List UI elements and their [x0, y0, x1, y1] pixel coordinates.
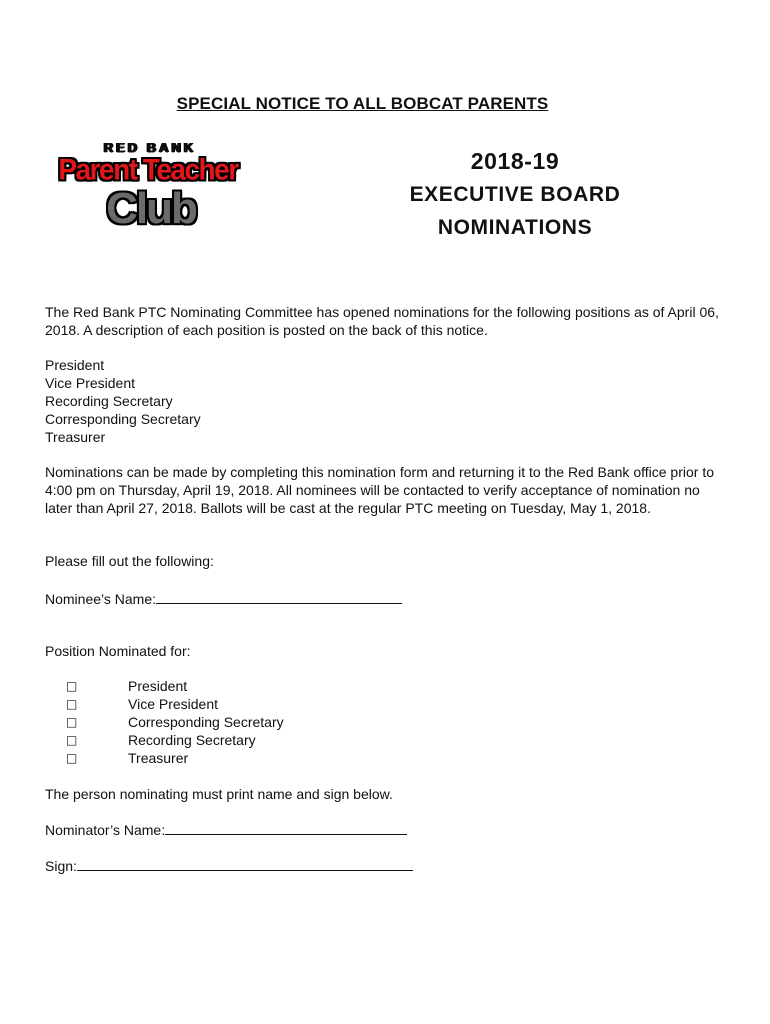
- checkbox-label: Treasurer: [128, 750, 189, 766]
- nominee-row: [45, 589, 402, 608]
- checkbox-label: Corresponding Secretary: [128, 714, 284, 730]
- nominee-label: Nominee’s Name:: [45, 591, 157, 607]
- checkbox-recording-secretary[interactable]: □: [66, 733, 78, 747]
- sign-prompt: The person nominating must print name and sign below.: [45, 786, 393, 802]
- checkbox-vice-president[interactable]: □: [66, 697, 78, 711]
- checkbox-label: Recording Secretary: [128, 732, 256, 748]
- logo-top-text: RED BANK: [103, 140, 197, 155]
- board-heading: [390, 145, 640, 244]
- nominee-name-field[interactable]: [156, 589, 402, 604]
- position-item: Treasurer: [45, 429, 106, 445]
- checkbox-corresponding-secretary[interactable]: □: [66, 715, 78, 729]
- position-item: Corresponding Secretary: [45, 411, 201, 427]
- logo-middle-text: Parent Teacher: [58, 153, 238, 186]
- checkbox-label: Vice President: [128, 696, 219, 712]
- heading-line-2: EXECUTIVE BOARD: [409, 183, 621, 206]
- signature-row: [45, 856, 413, 875]
- checkbox-row: [66, 713, 284, 731]
- checkbox-row: [66, 695, 284, 713]
- fill-prompt: Please fill out the following:: [45, 553, 214, 569]
- position-item: Recording Secretary: [45, 393, 173, 409]
- checkbox-treasurer[interactable]: □: [66, 751, 78, 765]
- notice-title: SPECIAL NOTICE TO ALL BOBCAT PARENTS: [176, 94, 549, 113]
- nominator-row: [45, 820, 407, 839]
- checkbox-row: [66, 749, 284, 767]
- position-item: President: [45, 357, 105, 373]
- intro-paragraph: The Red Bank PTC Nominating Committee has opened nominations for the following positions as of April 06, 2018. A description of each position is posted on the back of this notice.: [45, 304, 719, 338]
- ptc-logo: [56, 140, 240, 235]
- positions-list: [45, 356, 201, 446]
- instructions-paragraph: Nominations can be made by completing this nomination form and returning it to the Red Bank office prior to 4:00 pm on Thursday, April 19, 2018. All nominees will be contacted to verify acceptance of nomination no later than April 27, 2018. Ballots will be cast at the regular PTC meeting on Tuesday, May 1, 2018.: [45, 464, 714, 516]
- nominator-name-field[interactable]: [165, 820, 407, 835]
- checkbox-president[interactable]: □: [66, 679, 78, 693]
- checkbox-row: [66, 677, 284, 695]
- checkbox-label: President: [128, 678, 188, 694]
- checkbox-row: [66, 731, 284, 749]
- sign-label: Sign:: [45, 858, 77, 874]
- position-checkbox-list: [66, 677, 284, 767]
- nominator-label: Nominator’s Name:: [45, 822, 166, 838]
- signature-field[interactable]: [77, 856, 413, 871]
- heading-line-3: NOMINATIONS: [437, 216, 593, 239]
- position-item: Vice President: [45, 375, 136, 391]
- position-label: Position Nominated for:: [45, 643, 191, 659]
- heading-year: 2018-19: [470, 148, 560, 174]
- logo-bottom-text: Club: [106, 184, 196, 233]
